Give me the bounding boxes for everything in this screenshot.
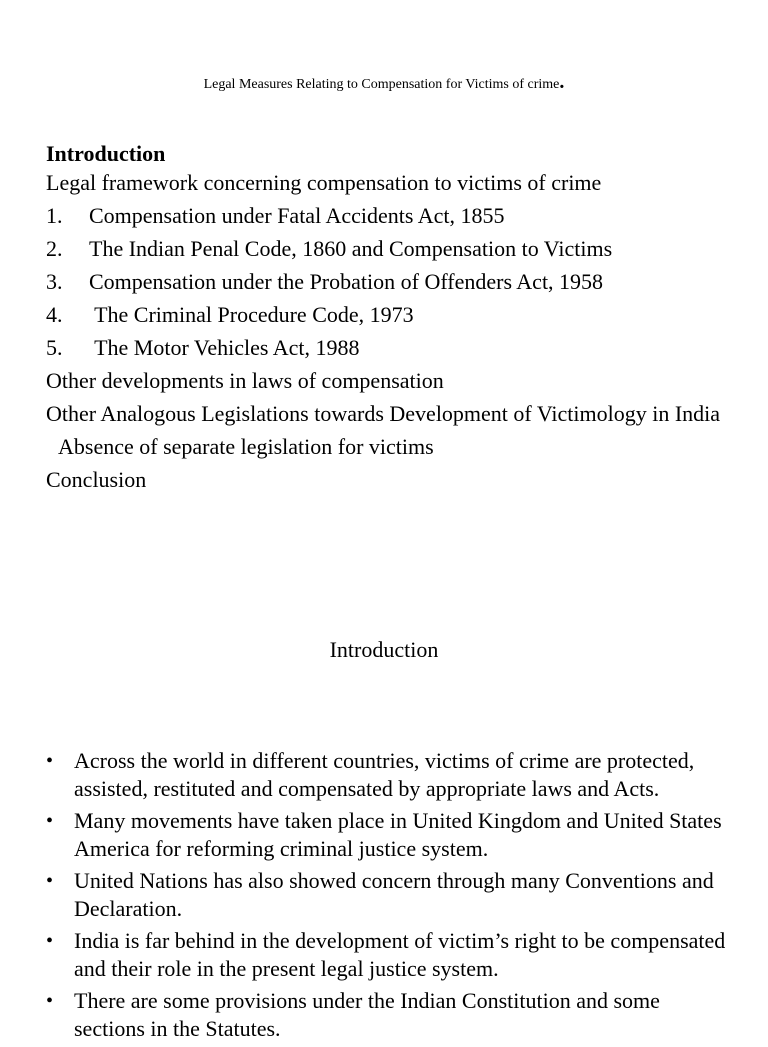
list-item-text: United Nations has also showed concern through many Conventions and Declaration. xyxy=(74,868,714,921)
bullet-icon: • xyxy=(46,810,54,832)
toc-item xyxy=(46,268,736,296)
list-item xyxy=(46,927,736,983)
toc-item-text: Compensation under Fatal Accidents Act, 1855 xyxy=(89,203,505,228)
list-item xyxy=(46,807,736,863)
toc-item-text: The Indian Penal Code, 1860 and Compensation to Victims xyxy=(89,236,613,261)
toc-item-text: The Motor Vehicles Act, 1988 xyxy=(89,335,360,360)
toc-item xyxy=(46,301,736,329)
toc-item-number: 2. xyxy=(46,236,63,261)
toc-item xyxy=(46,334,736,362)
toc-item-text: The Criminal Procedure Code, 1973 xyxy=(89,302,414,327)
bullet-icon: • xyxy=(46,870,54,892)
list-item-text: There are some provisions under the Indian Constitution and some sections in the Statutes. xyxy=(74,988,660,1041)
toc-item xyxy=(46,235,736,263)
bullet-list xyxy=(46,747,736,1047)
list-item xyxy=(46,747,736,803)
section-title: Introduction xyxy=(329,637,439,662)
toc-absence: Absence of separate legislation for victims xyxy=(58,434,434,459)
list-item xyxy=(46,987,736,1043)
toc-other-analogous: Other Analogous Legislations towards Development of Victimology in India xyxy=(46,401,721,426)
list-item xyxy=(46,867,736,923)
toc-item-number: 5. xyxy=(46,335,63,360)
toc-item xyxy=(46,202,736,230)
document-title-period: . xyxy=(559,71,565,93)
toc-item-number: 4. xyxy=(46,302,63,327)
list-item-text: India is far behind in the development of victim’s right to be compensated and their role in the present legal justice system. xyxy=(74,928,726,981)
list-item-text: Many movements have taken place in United Kingdom and United States America for reforming criminal justice system. xyxy=(74,808,722,861)
toc-other-developments: Other developments in laws of compensation xyxy=(46,368,444,393)
table-of-contents xyxy=(46,139,736,499)
toc-item-text: Compensation under the Probation of Offenders Act, 1958 xyxy=(89,269,604,294)
bullet-icon: • xyxy=(46,990,54,1012)
list-item-text: Across the world in different countries, victims of crime are protected, assisted, restituted and compensated by appropriate laws and Acts. xyxy=(74,748,695,801)
toc-intro-line: Legal framework concerning compensation to victims of crime xyxy=(46,170,602,195)
document-title xyxy=(0,72,768,95)
toc-item-number: 3. xyxy=(46,269,63,294)
document-title-text: Legal Measures Relating to Compensation for Victims of crime xyxy=(203,77,560,92)
toc-heading: Introduction xyxy=(46,141,166,166)
toc-conclusion: Conclusion xyxy=(46,467,147,492)
bullet-icon: • xyxy=(46,750,54,772)
toc-item-number: 1. xyxy=(46,203,63,228)
bullet-icon: • xyxy=(46,930,54,952)
